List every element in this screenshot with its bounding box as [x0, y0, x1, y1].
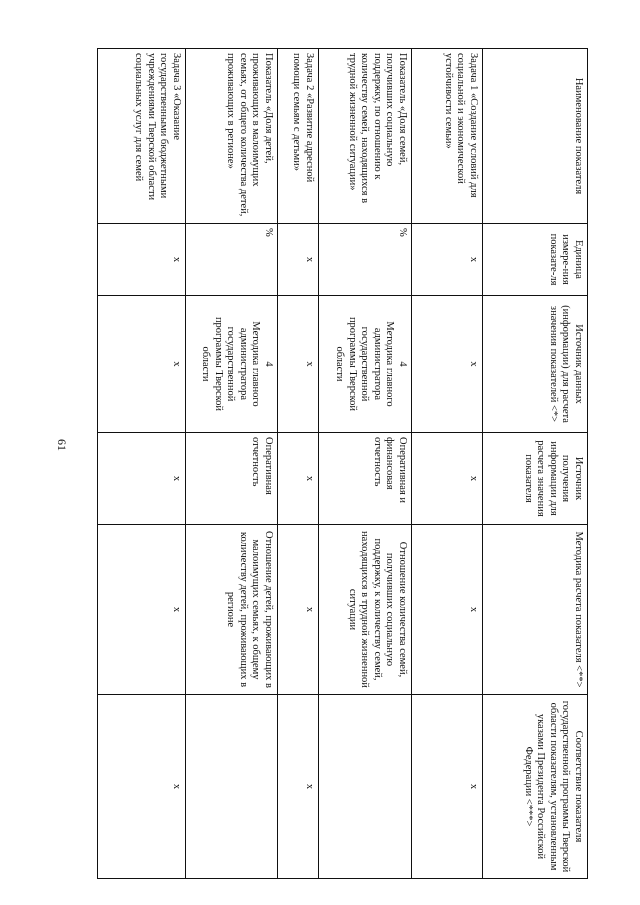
- row-source-info: Оперативная отчетность: [186, 433, 278, 525]
- row-method: x: [278, 525, 319, 695]
- row-unit: %: [186, 224, 278, 296]
- table-row: [278, 49, 319, 879]
- row-source-info: x: [412, 433, 483, 525]
- header-source-data: Источник данных (информации) для расчета значения показателей <*>: [483, 296, 588, 433]
- row-compliance: x: [412, 695, 483, 879]
- table-row: [412, 49, 483, 879]
- table-header-row: [483, 49, 588, 879]
- rotated-table-wrapper: [98, 48, 588, 878]
- header-source-info: Источник получения информации для расчета значения показателя: [483, 433, 588, 525]
- row-source-info: x: [278, 433, 319, 525]
- row-unit: %: [319, 224, 412, 296]
- indicators-table: [97, 48, 588, 879]
- table-row: [186, 49, 278, 879]
- row-source-info: Оперативная и финансовая отчетность: [319, 433, 412, 525]
- row-source-data: x: [98, 296, 186, 433]
- row-unit: x: [412, 224, 483, 296]
- row-unit: x: [278, 224, 319, 296]
- row-name: Показатель «Доля детей, проживающих в малоимущих семьях, от общего количества детей, проживающих в регионе»: [186, 49, 278, 224]
- table-row: [319, 49, 412, 879]
- row-method: x: [412, 525, 483, 695]
- row-compliance: [186, 695, 278, 879]
- row-name: Задача 2 «Развитие адресной помощи семьям с детьми»: [278, 49, 319, 224]
- row-method: Отношение количества семей, получивших социальную поддержку, к количеству семей, находящихся в трудной жизненной ситуации: [319, 525, 412, 695]
- row-source-data: 4 Методика главного администратора государственной программы Тверской области: [186, 296, 278, 433]
- row-compliance: x: [98, 695, 186, 879]
- header-unit: Единица измере-ния показате-ля: [483, 224, 588, 296]
- table-row: [98, 49, 186, 879]
- page-number: 61: [55, 439, 69, 451]
- row-source-data: x: [412, 296, 483, 433]
- row-name: Задача 1 «Создание условий для социальной и экономической устойчивости семьи»: [412, 49, 483, 224]
- row-source-data: x: [278, 296, 319, 433]
- row-source-data: 4 Методика главного администратора государственной программы Тверской области: [319, 296, 412, 433]
- row-unit: x: [98, 224, 186, 296]
- header-compliance: Соответствие показателя государственной программы Тверской области показателям, установленным указами Президента Российской Федерации <***>: [483, 695, 588, 879]
- row-compliance: [319, 695, 412, 879]
- row-method: x: [98, 525, 186, 695]
- header-name: Наименование показателя: [483, 49, 588, 224]
- row-method: Отношение детей, проживающих в малоимущих семьях, к общему количеству детей, проживающих в регионе: [186, 525, 278, 695]
- row-compliance: x: [278, 695, 319, 879]
- header-method: Методика расчета показателя <**>: [483, 525, 588, 695]
- row-name: Показатель «Доля семей, получивших социальную поддержку, по отношению к количеству семей, находящихся в трудной жизненной ситуации»: [319, 49, 412, 224]
- row-source-info: x: [98, 433, 186, 525]
- row-name: Задача 3 «Оказание государственными бюджетными учреждениями Тверской области социальных услуг для семей: [98, 49, 186, 224]
